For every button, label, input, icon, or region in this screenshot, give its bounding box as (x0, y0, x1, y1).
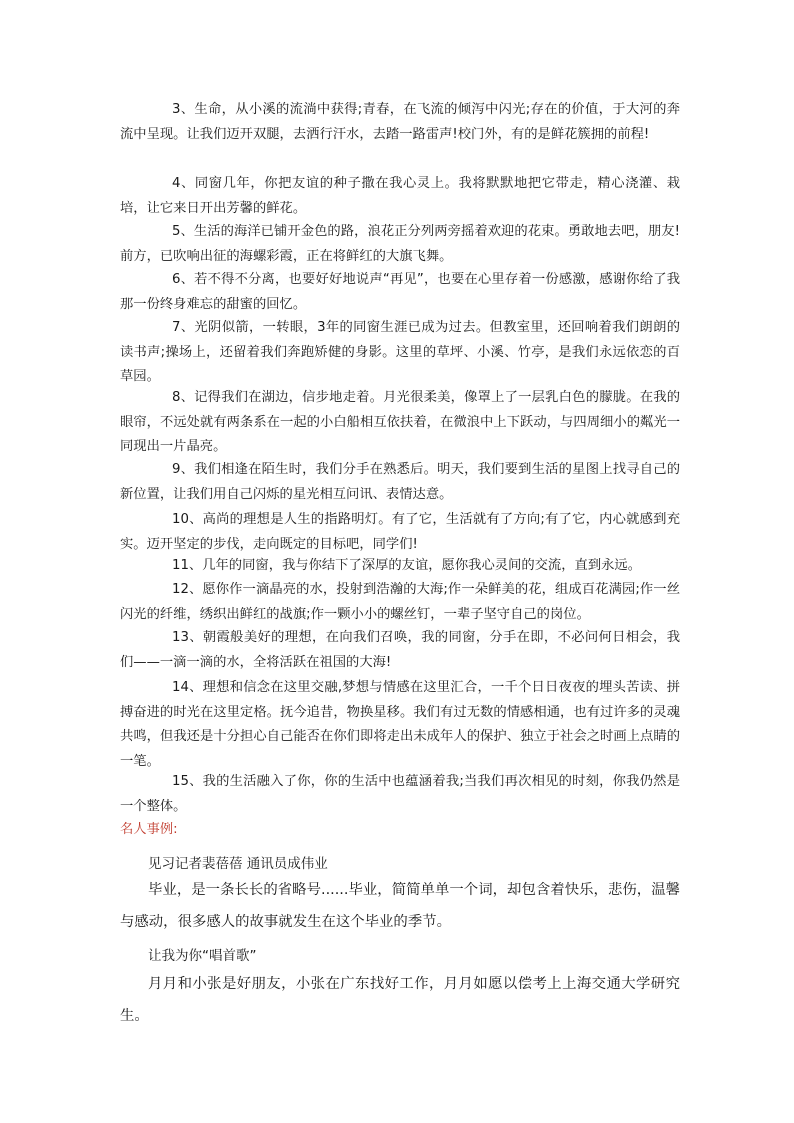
article-byline: 见习记者裴蓓蓓 通讯员成伟业 (148, 856, 328, 872)
quote-item-7: 7、光阴似箭，一转眼，3年的同窗生涯已成为过去。但教室里，还回响着我们朗朗的读书声;操场上，还留着我们奔跑矫健的身影。这里的草坪、小溪、竹亭，是我们永远依恋的百草园。 (120, 320, 680, 384)
story-subtitle: 让我为你“唱首歌” (148, 948, 257, 964)
quote-item-10: 10、高尚的理想是人生的指路明灯。有了它，生活就有了方向;有了它，内心就感到充实。迈开坚定的步伐，走向既定的目标吧，同学们! (120, 512, 680, 552)
quote-item-11: 11、几年的同窗，我与你结下了深厚的友谊，愿你我心灵间的交流，直到永远。 (172, 558, 642, 573)
quote-item-15: 15、我的生活融入了你，你的生活中也蕴涵着我;当我们再次相见的时刻，你我仍然是一个整体。 (120, 774, 680, 814)
quote-item-4: 4、同窗几年，你把友谊的种子撒在我心灵上。我将默默地把它带走，精心浇灌、栽培，让它来日开出芳馨的鲜花。 (120, 176, 680, 216)
quote-item-12: 12、愿你作一滴晶亮的水，投射到浩瀚的大海;作一朵鲜美的花，组成百花满园;作一丝闪光的纤维，绣织出鲜红的战旗;作一颗小小的螺丝钉，一辈子坚守自己的岗位。 (120, 582, 680, 622)
quote-item-3: 3、生命，从小溪的流淌中获得;青春，在飞流的倾泻中闪光;存在的价值，于大河的奔流中呈现。让我们迈开双腿，去洒行汗水，去踏一路雷声!校门外，有的是鲜花簇拥的前程! (120, 102, 680, 142)
quote-item-8: 8、记得我们在湖边，信步地走着。月光很柔美，像罩上了一层乳白色的朦胧。在我的眼帘，不远处就有两条系在一起的小白船相互依扶着，在微浪中上下跃动，与四周细小的粼光一同现出一片晶亮。 (120, 390, 680, 454)
quote-item-9: 9、我们相逢在陌生时，我们分手在熟悉后。明天，我们要到生活的星图上找寻自己的新位置，让我们用自己闪烁的星光相互问讯、表情达意。 (120, 462, 680, 502)
story-paragraph-2: 月月和小张是好朋友，小张在广东找好工作，月月如愿以偿考上上海交通大学研究生。 (120, 976, 680, 1024)
quote-item-14: 14、理想和信念在这里交融,梦想与情感在这里汇合，一千个日日夜夜的埋头苦读、拼搏奋进的时光在这里定格。抚今追昔，物换星移。我们有过无数的情感相通，也有过许多的灵魂共鸣，但我还是十分担心自己能否在你们即将走出未成年人的保护、独立于社会之时画上点睛的一笔。 (120, 680, 680, 769)
quote-item-6: 6、若不得不分离，也要好好地说声“再见”，也要在心里存着一份感激，感谢你给了我那一份终身难忘的甜蜜的回忆。 (120, 272, 680, 312)
section-heading: 名人事例: (120, 822, 178, 837)
quote-item-5: 5、生活的海洋已铺开金色的路，浪花正分列两旁摇着欢迎的花束。勇敢地去吧，朋友!前方，已吹响出征的海螺彩霞，正在将鲜红的大旗飞舞。 (120, 224, 680, 264)
quote-item-13: 13、朝霞般美好的理想，在向我们召唤，我的同窗，分手在即，不必问何日相会，我们——一滴一滴的水，全将活跃在祖国的大海! (120, 630, 680, 670)
story-paragraph-1: 毕业，是一条长长的省略号......毕业，简简单单一个词，却包含着快乐，悲伤，温馨与感动，很多感人的故事就发生在这个毕业的季节。 (120, 882, 680, 930)
